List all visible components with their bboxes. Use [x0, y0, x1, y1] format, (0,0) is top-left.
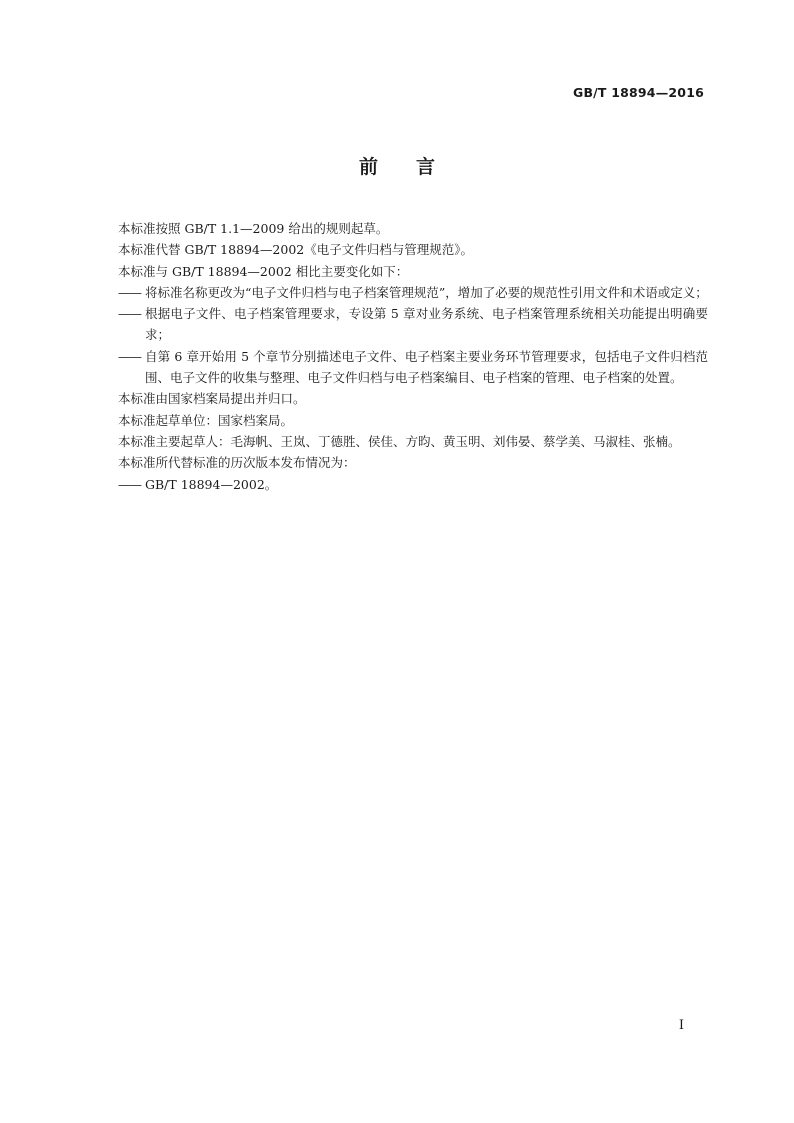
change-item: [118, 303, 708, 346]
history-item: [118, 474, 708, 495]
paragraph-drafting-unit: 本标准起草单位：国家档案局。: [118, 412, 294, 428]
document-body: [118, 218, 708, 495]
dash-marker: ——: [118, 284, 141, 300]
paragraph-proposer: 本标准由国家档案局提出并归口。: [118, 391, 306, 407]
paragraph-drafters: 本标准主要起草人：毛海帆、王岚、丁德胜、侯佳、方昀、黄玉明、刘伟晏、蔡学美、马淑桂、张楠。: [118, 433, 681, 449]
page-number: I: [678, 1018, 684, 1033]
paragraph-replaces: 本标准代替 GB/T 18894—2002《电子文件归档与管理规范》。: [118, 242, 473, 258]
change-item: [118, 282, 708, 303]
change-item: [118, 346, 708, 389]
standard-code-header: GB/T 18894—2016: [572, 85, 704, 100]
dash-marker: ——: [118, 476, 141, 492]
page-title: 前言: [358, 156, 473, 178]
dash-marker: ——: [118, 306, 141, 322]
paragraph-drafting-rules: 本标准按照 GB/T 1.1—2009 给出的规则起草。: [118, 221, 389, 236]
paragraph-changes-intro: 本标准与 GB/T 18894—2002 相比主要变化如下：: [118, 263, 409, 279]
history-item-text: GB/T 18894—2002。: [145, 476, 278, 492]
change-item-text: 自第 6 章开始用 5 个章节分别描述电子文件、电子档案主要业务环节管理要求，包括电子文件归档范围、电子文件的收集与整理、电子文件归档与电子档案编目、电子档案的管理、电子档案的处置。: [145, 348, 708, 386]
change-item-text: 将标准名称更改为“电子文件归档与电子档案管理规范”，增加了必要的规范性引用文件和术语或定义；: [145, 284, 708, 300]
dash-marker: ——: [118, 348, 141, 364]
change-item-text: 根据电子文件、电子档案管理要求，专设第 5 章对业务系统、电子档案管理系统相关功能提出明确要求；: [145, 306, 708, 343]
paragraph-history-intro: 本标准所代替标准的历次版本发布情况为：: [118, 455, 356, 471]
